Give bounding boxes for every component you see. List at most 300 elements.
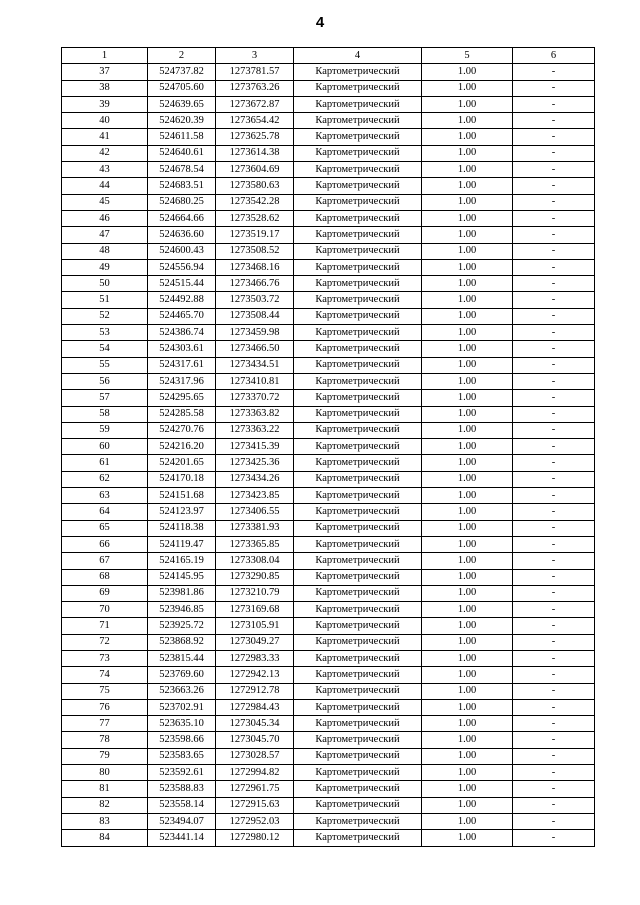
table-cell: 1272984.43: [216, 699, 294, 715]
table-cell: 1.00: [422, 96, 513, 112]
table-cell: -: [513, 732, 595, 748]
table-cell: 1.00: [422, 618, 513, 634]
table-cell: 1.00: [422, 765, 513, 781]
table-cell: Картометрический: [294, 585, 422, 601]
table-cell: -: [513, 618, 595, 634]
table-row: [62, 129, 595, 145]
table-cell: -: [513, 227, 595, 243]
table-cell: 524145.95: [148, 569, 216, 585]
table-cell: 1.00: [422, 781, 513, 797]
table-cell: 61: [62, 455, 148, 471]
table-cell: 523598.66: [148, 732, 216, 748]
table-cell: Картометрический: [294, 797, 422, 813]
table-cell: 39: [62, 96, 148, 112]
table-cell: 1.00: [422, 406, 513, 422]
table-cell: 53: [62, 325, 148, 341]
table-cell: Картометрический: [294, 276, 422, 292]
table-cell: Картометрический: [294, 699, 422, 715]
table-cell: 1272961.75: [216, 781, 294, 797]
table-row: [62, 422, 595, 438]
table-cell: Картометрический: [294, 243, 422, 259]
table-cell: 41: [62, 129, 148, 145]
table-cell: 1273410.81: [216, 373, 294, 389]
table-cell: Картометрический: [294, 162, 422, 178]
table-cell: 38: [62, 80, 148, 96]
table-cell: -: [513, 520, 595, 536]
table-cell: 1273425.36: [216, 455, 294, 471]
table-cell: 1273654.42: [216, 113, 294, 129]
column-header: 1: [62, 48, 148, 64]
table-cell: 1.00: [422, 292, 513, 308]
table-cell: 71: [62, 618, 148, 634]
table-cell: 1.00: [422, 259, 513, 275]
table-cell: 524317.96: [148, 373, 216, 389]
table-cell: -: [513, 292, 595, 308]
table-row: [62, 520, 595, 536]
table-cell: Картометрический: [294, 259, 422, 275]
table-cell: 69: [62, 585, 148, 601]
table-cell: Картометрический: [294, 716, 422, 732]
table-cell: 524636.60: [148, 227, 216, 243]
table-cell: 1273466.76: [216, 276, 294, 292]
table-cell: 1273290.85: [216, 569, 294, 585]
table-cell: -: [513, 145, 595, 161]
table-cell: 77: [62, 716, 148, 732]
table-row: [62, 341, 595, 357]
table-cell: 1.00: [422, 650, 513, 666]
table-cell: 1.00: [422, 504, 513, 520]
table-cell: Картометрический: [294, 341, 422, 357]
table-cell: -: [513, 276, 595, 292]
table-cell: -: [513, 716, 595, 732]
table-cell: -: [513, 748, 595, 764]
table-cell: 1273580.63: [216, 178, 294, 194]
table-cell: 524216.20: [148, 439, 216, 455]
table-row: [62, 357, 595, 373]
table-cell: 1273672.87: [216, 96, 294, 112]
table-cell: Картометрический: [294, 64, 422, 80]
table-cell: 523592.61: [148, 765, 216, 781]
table-cell: 1273519.17: [216, 227, 294, 243]
table-cell: 1.00: [422, 439, 513, 455]
table-cell: Картометрический: [294, 227, 422, 243]
table-cell: 81: [62, 781, 148, 797]
table-cell: 1272942.13: [216, 667, 294, 683]
table-cell: 74: [62, 667, 148, 683]
table-cell: -: [513, 781, 595, 797]
table-cell: -: [513, 569, 595, 585]
table-cell: 83: [62, 813, 148, 829]
table-cell: Картометрический: [294, 80, 422, 96]
table-cell: 1273625.78: [216, 129, 294, 145]
table-cell: -: [513, 813, 595, 829]
table-header-row: [62, 48, 595, 64]
table-cell: 524640.61: [148, 145, 216, 161]
table-cell: -: [513, 64, 595, 80]
table-cell: Картометрический: [294, 781, 422, 797]
table-cell: Картометрический: [294, 650, 422, 666]
table-cell: 59: [62, 422, 148, 438]
table-cell: Картометрический: [294, 422, 422, 438]
table-row: [62, 194, 595, 210]
table-cell: -: [513, 553, 595, 569]
table-cell: 1273604.69: [216, 162, 294, 178]
table-cell: 524680.25: [148, 194, 216, 210]
table-cell: 78: [62, 732, 148, 748]
table-cell: 524151.68: [148, 488, 216, 504]
table-cell: Картометрический: [294, 765, 422, 781]
table-cell: 1273363.82: [216, 406, 294, 422]
table-cell: 73: [62, 650, 148, 666]
table-cell: 524118.38: [148, 520, 216, 536]
table-cell: 1273763.26: [216, 80, 294, 96]
table-cell: 84: [62, 830, 148, 846]
table-cell: 1273423.85: [216, 488, 294, 504]
table-cell: 63: [62, 488, 148, 504]
table-cell: 67: [62, 553, 148, 569]
table-cell: -: [513, 585, 595, 601]
table-cell: -: [513, 341, 595, 357]
table-row: [62, 650, 595, 666]
table-cell: 1273459.98: [216, 325, 294, 341]
table-cell: 1.00: [422, 227, 513, 243]
table-cell: 1.00: [422, 520, 513, 536]
table-cell: 524492.88: [148, 292, 216, 308]
table-cell: 1.00: [422, 243, 513, 259]
table-row: [62, 390, 595, 406]
table-cell: 57: [62, 390, 148, 406]
table-cell: -: [513, 129, 595, 145]
table-cell: 1.00: [422, 797, 513, 813]
table-cell: 62: [62, 471, 148, 487]
table-cell: 75: [62, 683, 148, 699]
table-cell: -: [513, 830, 595, 846]
table-cell: 523868.92: [148, 634, 216, 650]
table-cell: Картометрический: [294, 471, 422, 487]
table-cell: 1272952.03: [216, 813, 294, 829]
table-cell: 524639.65: [148, 96, 216, 112]
table-cell: Картометрический: [294, 129, 422, 145]
table-row: [62, 455, 595, 471]
table-cell: 524705.60: [148, 80, 216, 96]
table-cell: 524600.43: [148, 243, 216, 259]
table-cell: 1.00: [422, 373, 513, 389]
table-cell: 1273169.68: [216, 602, 294, 618]
column-header: 6: [513, 48, 595, 64]
table-row: [62, 602, 595, 618]
table-cell: -: [513, 650, 595, 666]
table-cell: Картометрический: [294, 455, 422, 471]
table-cell: 1.00: [422, 488, 513, 504]
table-cell: 37: [62, 64, 148, 80]
table-cell: 56: [62, 373, 148, 389]
table-row: [62, 536, 595, 552]
table-body: [62, 64, 595, 846]
table-row: [62, 292, 595, 308]
table-cell: 52: [62, 308, 148, 324]
table-cell: 48: [62, 243, 148, 259]
table-cell: 49: [62, 259, 148, 275]
table-cell: Картометрический: [294, 113, 422, 129]
table-row: [62, 162, 595, 178]
table-cell: Картометрический: [294, 536, 422, 552]
table-cell: 1273542.28: [216, 194, 294, 210]
table-cell: 1.00: [422, 585, 513, 601]
table-cell: -: [513, 471, 595, 487]
table-cell: 1273466.50: [216, 341, 294, 357]
table-cell: Картометрический: [294, 194, 422, 210]
table-cell: 72: [62, 634, 148, 650]
table-row: [62, 699, 595, 715]
table-cell: 1273434.26: [216, 471, 294, 487]
table-row: [62, 504, 595, 520]
table-cell: 524270.76: [148, 422, 216, 438]
table-row: [62, 325, 595, 341]
table-cell: 65: [62, 520, 148, 536]
table-cell: Картометрический: [294, 748, 422, 764]
table-cell: 1.00: [422, 308, 513, 324]
table-cell: 524165.19: [148, 553, 216, 569]
table-row: [62, 667, 595, 683]
table-row: [62, 80, 595, 96]
table-cell: 523946.85: [148, 602, 216, 618]
table-cell: 47: [62, 227, 148, 243]
table-cell: 1.00: [422, 113, 513, 129]
table-cell: 1.00: [422, 80, 513, 96]
table-cell: -: [513, 488, 595, 504]
table-cell: -: [513, 259, 595, 275]
table-cell: 76: [62, 699, 148, 715]
table-row: [62, 64, 595, 80]
table-cell: 524611.58: [148, 129, 216, 145]
table-row: [62, 259, 595, 275]
table-cell: 523702.91: [148, 699, 216, 715]
table-cell: -: [513, 80, 595, 96]
table-cell: 60: [62, 439, 148, 455]
table-cell: 523583.65: [148, 748, 216, 764]
table-row: [62, 569, 595, 585]
table-cell: 524683.51: [148, 178, 216, 194]
table-cell: 1.00: [422, 357, 513, 373]
table-cell: 82: [62, 797, 148, 813]
table-cell: 51: [62, 292, 148, 308]
table-cell: Картометрический: [294, 553, 422, 569]
table-cell: 1272915.63: [216, 797, 294, 813]
table-cell: 523588.83: [148, 781, 216, 797]
table-cell: -: [513, 699, 595, 715]
table-cell: 1.00: [422, 683, 513, 699]
table-cell: 1273508.44: [216, 308, 294, 324]
table-cell: 1273781.57: [216, 64, 294, 80]
table-row: [62, 553, 595, 569]
table-cell: Картометрический: [294, 634, 422, 650]
table-cell: 1.00: [422, 471, 513, 487]
table-cell: 523981.86: [148, 585, 216, 601]
table-cell: Картометрический: [294, 96, 422, 112]
table-cell: 524295.65: [148, 390, 216, 406]
table-cell: 1273105.91: [216, 618, 294, 634]
table-cell: 523494.07: [148, 813, 216, 829]
table-row: [62, 227, 595, 243]
table-cell: 50: [62, 276, 148, 292]
table-cell: 524556.94: [148, 259, 216, 275]
table-cell: 1273381.93: [216, 520, 294, 536]
table-cell: Картометрический: [294, 813, 422, 829]
table-cell: 1273508.52: [216, 243, 294, 259]
table-cell: 1273049.27: [216, 634, 294, 650]
table-cell: 70: [62, 602, 148, 618]
table-cell: 1.00: [422, 162, 513, 178]
table-cell: 1.00: [422, 732, 513, 748]
table-cell: 1273365.85: [216, 536, 294, 552]
column-header: 4: [294, 48, 422, 64]
table-row: [62, 797, 595, 813]
table-cell: 523441.14: [148, 830, 216, 846]
table-cell: 1.00: [422, 830, 513, 846]
table-cell: 1.00: [422, 634, 513, 650]
table-cell: 524386.74: [148, 325, 216, 341]
table-cell: 44: [62, 178, 148, 194]
table-row: [62, 488, 595, 504]
table-cell: 43: [62, 162, 148, 178]
table-cell: 523815.44: [148, 650, 216, 666]
table-row: [62, 781, 595, 797]
table-cell: Картометрический: [294, 830, 422, 846]
table-cell: 1273045.34: [216, 716, 294, 732]
table-cell: -: [513, 455, 595, 471]
table-cell: Картометрический: [294, 292, 422, 308]
table-cell: -: [513, 325, 595, 341]
table-cell: Картометрический: [294, 308, 422, 324]
table-row: [62, 634, 595, 650]
table-cell: Картометрический: [294, 602, 422, 618]
table-row: [62, 732, 595, 748]
table-cell: -: [513, 536, 595, 552]
table-cell: 524465.70: [148, 308, 216, 324]
table-cell: 1.00: [422, 64, 513, 80]
table-cell: -: [513, 406, 595, 422]
table-cell: 524664.66: [148, 210, 216, 226]
table-cell: Картометрический: [294, 618, 422, 634]
table-cell: -: [513, 602, 595, 618]
table-row: [62, 96, 595, 112]
table-cell: 1.00: [422, 553, 513, 569]
table-cell: 1273308.04: [216, 553, 294, 569]
table-cell: 524119.47: [148, 536, 216, 552]
table-row: [62, 406, 595, 422]
table-cell: -: [513, 96, 595, 112]
table-cell: 1.00: [422, 276, 513, 292]
table-cell: 1272994.82: [216, 765, 294, 781]
table-cell: -: [513, 194, 595, 210]
table-cell: 66: [62, 536, 148, 552]
table-cell: -: [513, 113, 595, 129]
table-cell: Картометрический: [294, 732, 422, 748]
table-cell: 1273468.16: [216, 259, 294, 275]
table-cell: Картометрический: [294, 439, 422, 455]
coordinates-table: [61, 47, 595, 847]
table-cell: -: [513, 683, 595, 699]
table-cell: 1.00: [422, 455, 513, 471]
table-row: [62, 683, 595, 699]
table-row: [62, 585, 595, 601]
table-cell: 1273028.57: [216, 748, 294, 764]
table-cell: 523558.14: [148, 797, 216, 813]
table-row: [62, 748, 595, 764]
table-cell: 64: [62, 504, 148, 520]
table-cell: Картометрический: [294, 357, 422, 373]
table-cell: 1.00: [422, 178, 513, 194]
table-cell: 1273528.62: [216, 210, 294, 226]
column-header: 2: [148, 48, 216, 64]
table-cell: Картометрический: [294, 683, 422, 699]
table-cell: 524123.97: [148, 504, 216, 520]
table-cell: -: [513, 373, 595, 389]
table-cell: 523925.72: [148, 618, 216, 634]
table-cell: 1.00: [422, 748, 513, 764]
table-cell: 524170.18: [148, 471, 216, 487]
table-cell: 1.00: [422, 813, 513, 829]
table-cell: Картометрический: [294, 406, 422, 422]
table-cell: 1.00: [422, 422, 513, 438]
table-cell: -: [513, 634, 595, 650]
table-row: [62, 178, 595, 194]
table-cell: -: [513, 667, 595, 683]
table-row: [62, 113, 595, 129]
table-row: [62, 439, 595, 455]
table-row: [62, 716, 595, 732]
table-cell: -: [513, 210, 595, 226]
table-cell: Картометрический: [294, 667, 422, 683]
table-cell: 1.00: [422, 194, 513, 210]
table-cell: 1273434.51: [216, 357, 294, 373]
table-cell: 524201.65: [148, 455, 216, 471]
page-number: 4: [315, 14, 325, 31]
table-cell: 54: [62, 341, 148, 357]
table-cell: 1273406.55: [216, 504, 294, 520]
table-cell: 1273370.72: [216, 390, 294, 406]
table-cell: 524515.44: [148, 276, 216, 292]
table-cell: -: [513, 243, 595, 259]
table-cell: -: [513, 504, 595, 520]
table-cell: -: [513, 390, 595, 406]
table-cell: 524303.61: [148, 341, 216, 357]
table-cell: 1.00: [422, 390, 513, 406]
table-cell: -: [513, 357, 595, 373]
table-cell: 1273045.70: [216, 732, 294, 748]
table-cell: Картометрический: [294, 569, 422, 585]
table-cell: -: [513, 765, 595, 781]
table-cell: -: [513, 422, 595, 438]
table-cell: -: [513, 439, 595, 455]
table-cell: -: [513, 308, 595, 324]
table-cell: 68: [62, 569, 148, 585]
table-row: [62, 243, 595, 259]
table-cell: 1273503.72: [216, 292, 294, 308]
table-cell: 1.00: [422, 569, 513, 585]
table-cell: 46: [62, 210, 148, 226]
table-cell: -: [513, 162, 595, 178]
table-row: [62, 373, 595, 389]
table-row: [62, 830, 595, 846]
table-cell: Картометрический: [294, 178, 422, 194]
table-row: [62, 308, 595, 324]
table-cell: 45: [62, 194, 148, 210]
table-cell: 1.00: [422, 602, 513, 618]
table-cell: Картометрический: [294, 488, 422, 504]
table-cell: 1273210.79: [216, 585, 294, 601]
table-cell: 1.00: [422, 699, 513, 715]
